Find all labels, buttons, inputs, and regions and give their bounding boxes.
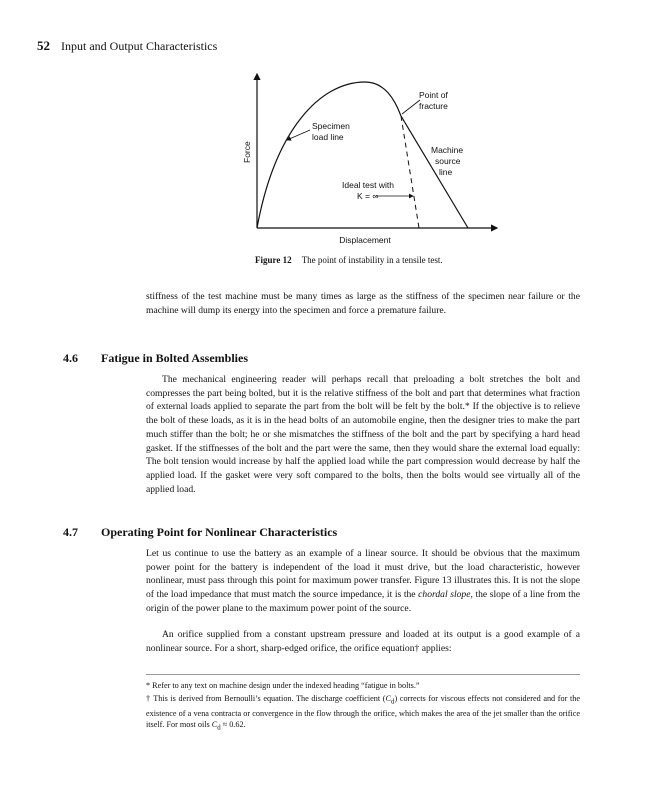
y-axis-label: Force [242, 141, 252, 163]
force-displacement-diagram [235, 60, 505, 250]
footnote-divider [146, 674, 580, 675]
machine-label-line-3: line [439, 167, 453, 177]
ideal-test-line [401, 116, 419, 228]
discharge-coefficient-subscript: d [217, 724, 221, 732]
footnote-star: * Refer to any text on machine design under the indexed heading “fatigue in bolts.” [146, 681, 420, 690]
specimen-pointer [287, 130, 310, 140]
ideal-label-line-1: Ideal test with [342, 180, 394, 190]
figure-caption-text: The point of instability in a tensile test. [301, 255, 443, 265]
machine-source-line [401, 116, 468, 228]
footnote-text: ) corrects for viscous effects not considered and for the existence of a vena contracta or convergence in the flow through the orifice, which makes the area of the jet smaller than the orifice itself. For most oils [146, 694, 580, 730]
footnote-text: † This is derived from Bernoulli’s equation. The discharge coefficient ( [146, 694, 386, 703]
paragraph-operating-point [146, 547, 580, 616]
paragraph-bolted-assemblies: The mechanical engineering reader will perhaps recall that preloading a bolt stretches the bolt and compresses the part being bolted, but it is the relative stiffness of the bolt and part that determines what fraction of external loads applied to separate the part from the bolt will be felt by the bolt.* If the objective is to relieve the bolt of these loads, as it is in the head bolts of an automobile engine, then the designer tries to make the part much stiffer than the bolt; he or she mismatches the stiffness of the bolt and the part by specifying a hard head gasket. If the stiffnesses of the bolt and the part were the same, then they would share the external load equally: The bolt tension would increase by half the applied load while the part compression would decrease by half the applied load. If the gasket were very soft compared to the bolts, then the bolts would see virtually all of the applied load. [146, 374, 580, 495]
machine-label-line-2: source [435, 156, 461, 166]
section-number: 4.7 [63, 525, 78, 539]
figure-caption [255, 255, 443, 265]
section-number: 4.6 [63, 351, 78, 365]
section-heading-4-6 [63, 351, 248, 366]
machine-label-line-1: Machine [431, 145, 464, 155]
section-title: Operating Point for Nonlinear Characteristics [101, 525, 338, 539]
footnote-dagger [146, 693, 580, 734]
page-number: 52 [37, 38, 50, 53]
paragraph-text: Let us continue to use the battery as an example of a linear source. It should be obvious that the maximum power point for the battery is independent of the load it must drive, but the load characteristic, however nonlinear, must pass through this point for maximum power transfer. Figure 13 illustrates this. It is not the slope of the load impedance that must match the source impedance, it is the [146, 548, 580, 601]
paragraph-stiffness: stiffness of the test machine must be many times as large as the stiffness of the specimen near failure or the machine will dump its energy into the specimen and force a premature failure. [146, 291, 580, 316]
discharge-coefficient-symbol: C [385, 694, 392, 703]
footnote-text: ≈ 0.62. [220, 720, 246, 730]
section-heading-4-7 [63, 525, 337, 540]
specimen-label-line-2: load line [312, 132, 344, 142]
figure-caption-label: Figure 12 [255, 255, 292, 265]
running-header [37, 38, 217, 54]
discharge-coefficient-subscript: d [391, 698, 395, 706]
emphasis-chordal-slope: chordal slope, [418, 589, 473, 601]
paragraph-orifice: An orifice supplied from a constant upstream pressure and loaded at its output is a good example of a nonlinear source. For a short, sharp-edged orifice, the orifice equation† applies: [146, 629, 580, 654]
section-title: Fatigue in Bolted Assemblies [101, 351, 249, 365]
specimen-load-curve [257, 82, 401, 228]
x-axis-label: Displacement [339, 235, 391, 245]
fracture-pointer [402, 100, 420, 114]
figure-12 [235, 60, 505, 250]
chapter-title: Input and Output Characteristics [61, 39, 218, 53]
paragraph-text: the slope of a line from the origin of the power plane to the maximum power point of the source. [146, 589, 581, 614]
specimen-label-line-1: Specimen [312, 121, 350, 131]
discharge-coefficient-symbol: C [211, 720, 218, 730]
fracture-label-line-1: Point of [419, 90, 448, 100]
fracture-label-line-2: fracture [419, 101, 448, 111]
ideal-label-line-2: K = ∞ [357, 191, 379, 201]
